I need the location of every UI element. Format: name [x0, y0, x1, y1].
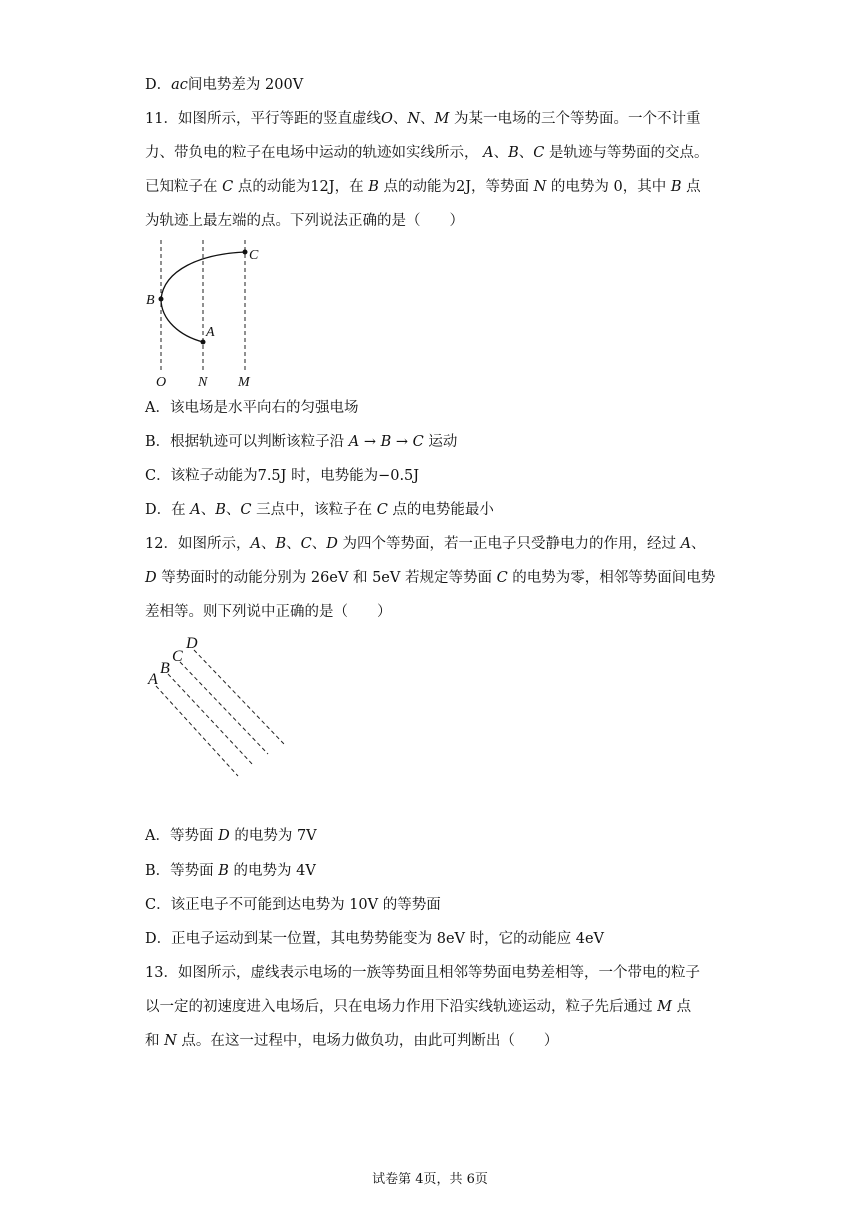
q13-stem-line2: 以一定的初速度进入电场后，只在电场力作用下沿实线轨迹运动，粒子先后通过 M 点: [145, 999, 692, 1015]
q11-stem-line2: 力、带负电的粒子在电场中运动的轨迹如实线所示， A、B、C 是轨迹与等势面的交点。: [145, 145, 709, 161]
point-a-label: A: [206, 325, 215, 340]
plane-n-label: N: [198, 375, 208, 390]
q12-stem-line2: D 等势面时的动能分别为 26eV 和 5eV 若规定等势面 C 的电势为零，相邻等势面间电势: [145, 570, 716, 586]
q12-stem-line3: 差相等。则下列说中正确的是（ ）: [145, 604, 392, 620]
point-c-label: C: [249, 248, 259, 263]
q12-option-c: C．该正电子不可能到达电势为 10V 的等势面: [145, 897, 441, 913]
plane-b-line: [168, 674, 254, 766]
plane-d-label: D: [186, 635, 198, 652]
q11-option-a: A．该电场是水平向右的匀强电场: [145, 400, 359, 416]
point-a-dot: [201, 340, 206, 345]
point-c-dot: [243, 250, 248, 255]
q12-figure: [140, 628, 300, 788]
q11-option-b: B．根据轨迹可以判断该粒子沿 A → B → C 运动: [145, 434, 458, 450]
q12-option-b: B．等势面 B 的电势为 4V: [145, 863, 316, 879]
plane-c-label: C: [172, 648, 183, 665]
plane-c-line: [180, 662, 268, 754]
q11-option-c: C．该粒子动能为7.5J 时，电势能为−0.5J: [145, 468, 420, 484]
q11-figure: [140, 236, 270, 394]
point-b-dot: [159, 297, 164, 302]
plane-o-label: O: [156, 375, 167, 390]
q12-stem-line1: 12．如图所示，A、B、C、D 为四个等势面，若一正电子只受静电力的作用，经过 A、: [145, 536, 706, 552]
plane-m-label: M: [238, 375, 250, 390]
point-b-label: B: [146, 293, 155, 308]
q11-stem-line3: 已知粒子在 C 点的动能为12J，在 B 点的动能为2J，等势面 N 的电势为 0，其中 B 点: [145, 179, 701, 195]
plane-d-line: [194, 650, 284, 744]
q12-option-d: D．正电子运动到某一位置，其电势势能变为 8eV 时，它的动能应 4eV: [145, 931, 605, 947]
q13-stem-line1: 13．如图所示，虚线表示电场的一族等势面且相邻等势面电势差相等，一个带电的粒子: [145, 965, 700, 981]
plane-b-label: B: [160, 660, 170, 677]
q10-option-d: D．ac间电势差为 200V: [145, 77, 304, 93]
q11-option-d: D．在 A、B、C 三点中，该粒子在 C 点的电势能最小: [145, 502, 494, 518]
q13-stem-line3: 和 N 点。在这一过程中，电场力做负功，由此可判断出（ ）: [145, 1033, 559, 1049]
page-footer: 试卷第 4页，共 6页: [372, 1172, 488, 1187]
plane-a-label: A: [148, 671, 158, 688]
q11-stem-line4: 为轨迹上最左端的点。下列说法正确的是（ ）: [145, 213, 464, 229]
q12-option-a: A．等势面 D 的电势为 7V: [145, 828, 317, 844]
q11-stem-line1: 11．如图所示，平行等距的竖直虚线O、N、M 为某一电场的三个等势面。一个不计重: [145, 111, 701, 127]
plane-a-line: [156, 686, 238, 776]
